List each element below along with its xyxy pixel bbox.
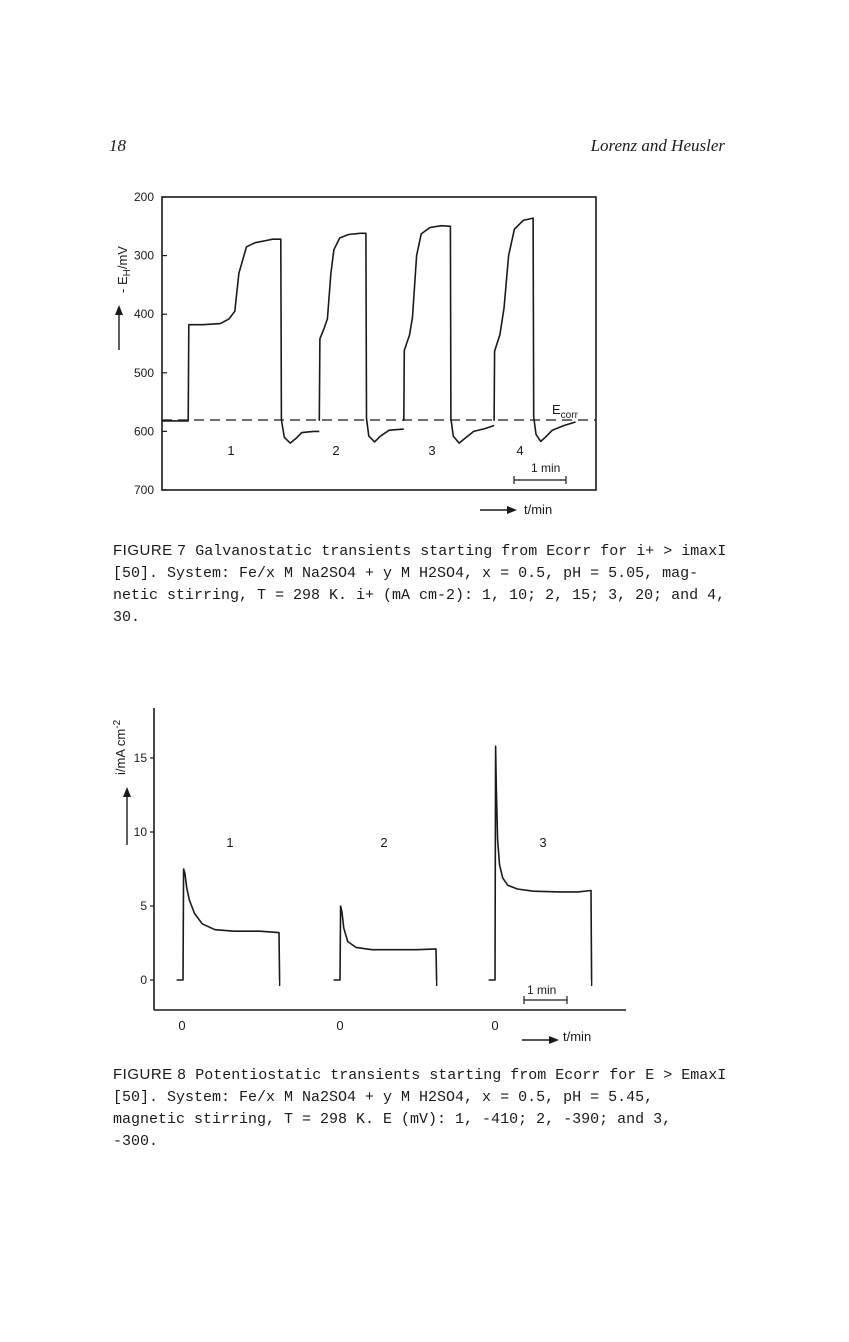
y-tick-label: 400 (133, 307, 154, 322)
svg-text:1 min: 1 min (531, 461, 561, 475)
x-axis-label (522, 1029, 591, 1044)
series-2-line (334, 906, 437, 980)
curve-label-4: 4 (516, 443, 524, 458)
svg-text:- EH/mV: - $E_H/mV$ (115, 246, 133, 293)
y-axis-label (112, 719, 131, 845)
svg-text:t/min: t/min (563, 1029, 592, 1044)
figure-8-caption: FIGURE 8 Potentiostatic transients starting from Ecorr for E > EmaxI [50]. System: Fe/x M Na2SO4 + y M H2SO4, x = 0.5, pH = 5.45, magnetic stirring, T = 298 K. E (mV): 1, -410; 2, -390; and 3, -300. (113, 1066, 727, 1150)
curve-label-2: 2 (380, 835, 388, 850)
figure-7-caption: FIGURE 7 Galvanostatic transients starting from Ecorr for i+ > imaxI [50]. System: Fe/x M Na2SO4 + y M H2SO4, x = 0.5, pH = 5.05, mag- netic stirring, T = 298 K. i+ (mA cm-2): 1, 10; 2, 15; 3, 20; and 4, 30. (113, 542, 727, 626)
running-header-authors: Lorenz and Heusler (590, 136, 725, 155)
y-tick-label: 600 (133, 424, 154, 439)
series-1-line (177, 869, 280, 980)
x-tick-label-0c: 0 (491, 1018, 499, 1033)
y-tick-label: 15 (133, 751, 147, 765)
y-axis-ticks (134, 751, 154, 987)
curve-label-2: 2 (332, 443, 340, 458)
curve-label-3: 3 (539, 835, 547, 850)
y-tick-label: 5 (140, 899, 147, 913)
curve-label-1: 1 (227, 443, 235, 458)
y-tick-label: 500 (133, 365, 154, 380)
y-tick-label: 0 (140, 973, 147, 987)
svg-text:i/mA cm-2: i/mA $cm^{-2}$ (112, 719, 128, 775)
y-tick-label: 200 (133, 190, 154, 204)
x-tick-label-0a: 0 (178, 1018, 186, 1033)
svg-text:1 min: 1 min (527, 983, 557, 997)
series-3-line (489, 746, 592, 980)
y-tick-label: 700 (133, 483, 154, 497)
scale-bar-1-min (524, 983, 567, 1004)
transient-curves (177, 746, 592, 986)
ecorr-label: $E_{corr}$ (552, 402, 578, 421)
y-tick-label: 10 (133, 825, 147, 839)
curve-label-3: 3 (428, 443, 436, 458)
svg-text:t/min: t/min (524, 502, 553, 517)
page-number: 18 (109, 136, 126, 155)
x-tick-label-0b: 0 (336, 1018, 344, 1033)
curve-label-1: 1 (226, 835, 234, 850)
y-tick-label: 300 (133, 248, 154, 263)
